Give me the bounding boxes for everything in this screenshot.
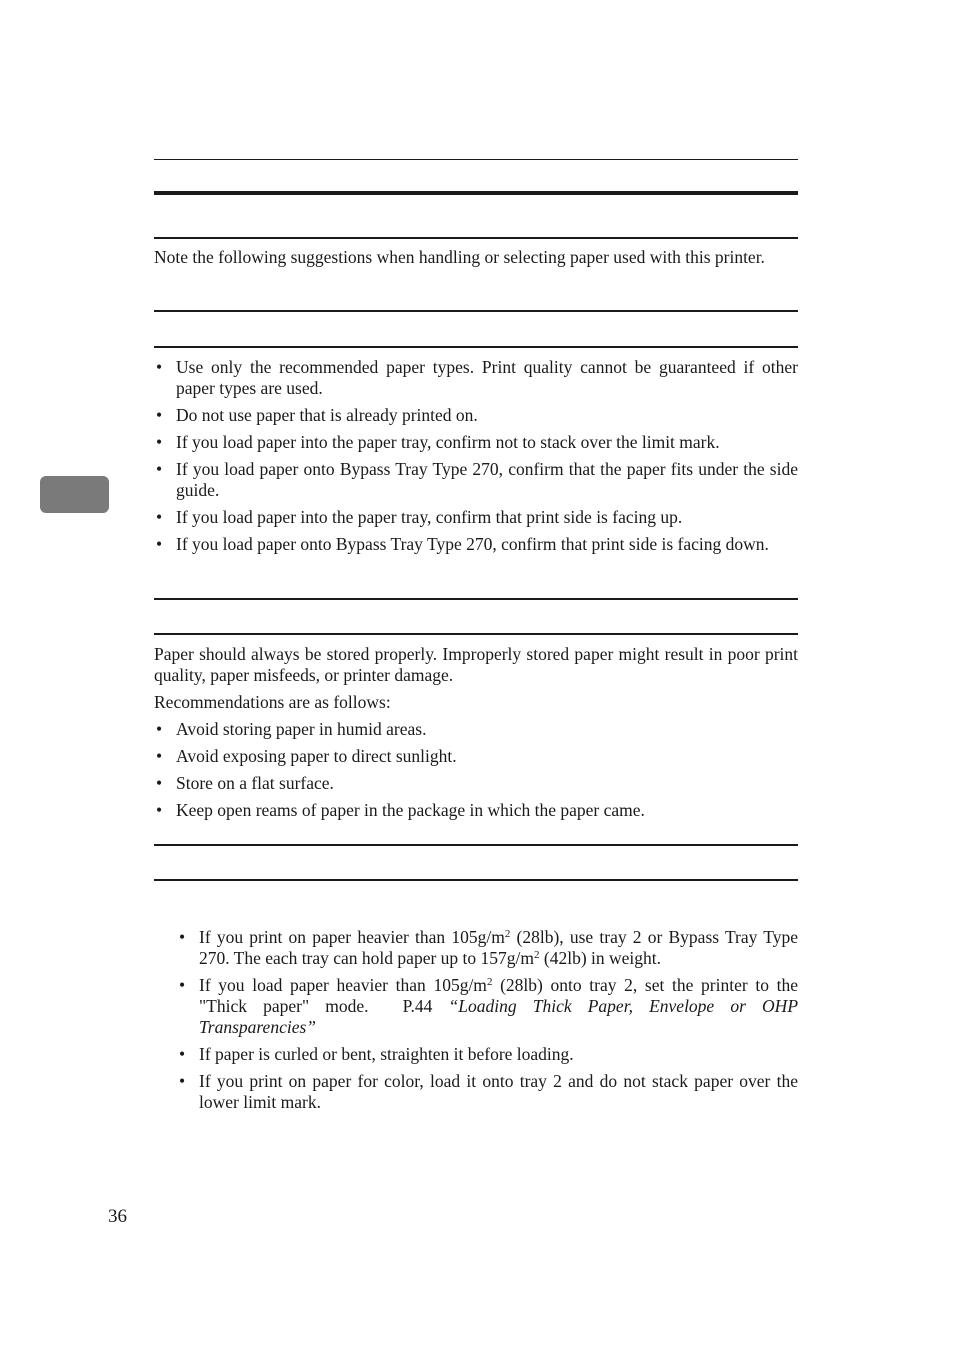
list-item: • If you print on paper heavier than $105g/m^2$ (28lb), use tray 2 or Bypass Tray Type 270. The each tray can hold paper up to $157g/m^2$ (42lb) in weight.: [179, 927, 798, 968]
reference-title[interactable]: “Loading Thick Paper, Envelope or OHP Transparencies”: [199, 996, 799, 1037]
usage-bullet-list: [154, 357, 798, 561]
storage-rule-bottom: [154, 633, 798, 635]
page-number: 36: [108, 1206, 127, 1227]
header-rule: [154, 159, 798, 160]
storage-paragraph: Paper should always be stored properly. Improperly stored paper might result in poor print quality, paper misfeeds, or printer damage.: [154, 644, 798, 685]
list-item: • If you print on paper for color, load it onto tray 2 and do not stack paper over the lower limit mark.: [179, 1071, 798, 1112]
intro-paragraph: Note the following suggestions when handling or selecting paper used with this printer.: [154, 247, 765, 267]
bullet: •: [179, 975, 186, 995]
list-item: • Use only the recommended paper types. Print quality cannot be guaranteed if other paper types are used.: [156, 357, 798, 398]
list-item: • If you load paper into the paper tray, confirm not to stack over the limit mark.: [156, 432, 720, 452]
bullet: •: [156, 746, 163, 766]
section-rule-top: [154, 191, 798, 195]
bullet: •: [179, 1071, 186, 1091]
storage-rule-top: [154, 598, 798, 600]
bullet: •: [156, 432, 163, 452]
chapter-tab-marker: [40, 476, 109, 513]
section-rule-bottom: [154, 237, 798, 239]
list-item: • Avoid exposing paper to direct sunlight.: [156, 746, 457, 766]
list-item: • Store on a flat surface.: [156, 773, 334, 793]
bullet: •: [156, 357, 163, 377]
bullet: •: [156, 719, 163, 739]
thick-paper-rule-top: [154, 844, 798, 846]
list-item: • If you load paper into the paper tray, confirm that print side is facing up.: [156, 507, 683, 527]
thick-paper-bullet-list: [177, 927, 798, 1119]
thick-paper-rule-bottom: [154, 879, 798, 881]
bullet: •: [179, 1044, 186, 1064]
list-item: • If you load paper onto Bypass Tray Type 270, confirm that the paper fits under the side guide.: [156, 459, 798, 500]
bullet: •: [156, 459, 163, 479]
list-item: • Keep open reams of paper in the package in which the paper came.: [156, 800, 645, 820]
subsection-rule-bottom: [154, 346, 798, 348]
subsection-rule-top: [154, 310, 798, 312]
bullet: •: [156, 773, 163, 793]
storage-lead: Recommendations are as follows:: [154, 692, 391, 712]
bullet: •: [179, 927, 186, 947]
list-item: • Do not use paper that is already printed on.: [156, 405, 478, 425]
storage-bullet-list: [154, 719, 798, 827]
list-item: • If you load paper onto Bypass Tray Type 270, confirm that print side is facing down.: [156, 534, 769, 554]
list-item: • If paper is curled or bent, straighten it before loading.: [179, 1044, 574, 1064]
bullet: •: [156, 405, 163, 425]
bullet: •: [156, 800, 163, 820]
bullet: •: [156, 534, 163, 554]
page-reference[interactable]: P.44: [402, 996, 433, 1016]
bullet: •: [156, 507, 163, 527]
list-item: • If you load paper heavier than $105g/m^2$ (28lb) onto tray 2, set the printer to the "Thick paper" mode. P.44 “Loading Thick Paper, Envelope or OHP Transparencies”: [179, 975, 799, 1037]
list-item: • Avoid storing paper in humid areas.: [156, 719, 427, 739]
